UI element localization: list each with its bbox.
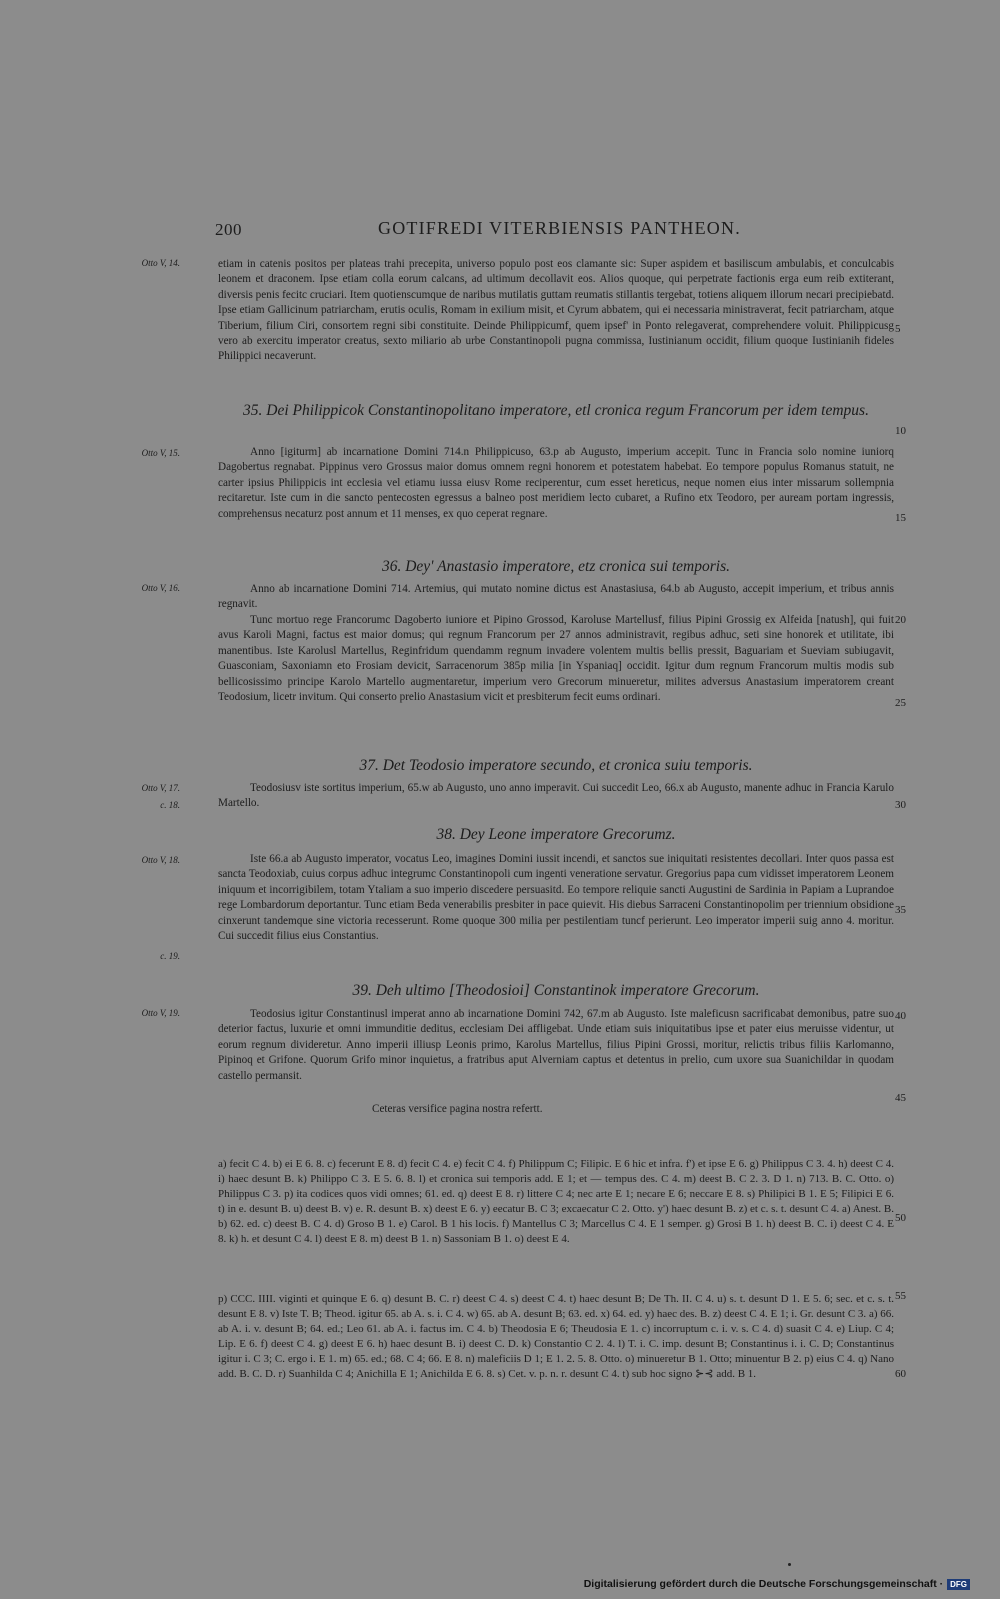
line-number: 60 <box>895 1368 906 1380</box>
chapter-heading: 38. Dey Leone imperatore Grecorumz. <box>436 826 676 843</box>
line-number: 20 <box>895 614 906 626</box>
margin-note: Otto V, 18. <box>141 855 180 865</box>
margin-note: Otto V, 16. <box>141 583 180 593</box>
paragraph: Teodosiusv iste sortitus imperium, 65.w ab Augusto, uno anno imperavit. Cui succedit Leo, 66.x ab Augusto, manente adhuc in Francia Karulo Martello. <box>218 782 894 810</box>
line-number: 10 <box>895 425 906 437</box>
line-number: 35 <box>895 904 906 916</box>
running-title: GOTIFREDI VITERBIENSIS PANTHEON. <box>378 218 741 238</box>
paragraph: Teodosius igitur Constantinusl imperat anno ab incarnatione Domini 742, 67.m ab Augusto. Iste maleficusn sacrificabat demonibus, patre suo deterior factus, luxurie et omni immunditie deditus, ecclesiam Dei affligebat. Unde etiam suis iniquitatibus ipse et pater eius meruisse videntur, ut eorum regnum divideretur. Anno imperii illiusp Leonis primo, Karolus Martellus, filius Pipini Grossi, moritur, relictis tribus filiis Karlomanno, Pipinoq et Grifone. Quorum Grifo minor inquietus, a fratribus aput Alverniam captus et detentus in prelio, cum uxore sua Suanichildar in quodam castello permansit. <box>218 1008 894 1082</box>
paragraph: Tunc mortuo rege Francorumc Dagoberto iuniore et Pipino Grossod, Karoluse Martellusf, filius Pipini Grossig ex Alfeida [natush], qui fuit avus Karoli Magni, factus est maior domus; qui regnum Francorum per 27 annos administravit, regibus adhuc, seti sine honorek et utilitate, ibi manentibus. Iste Karolusl Martellus, Reginfridum quendamm regnum invadere volentem multis bellis pressit, Baguariam et Sueviam subiugavit, Guasconiam, Saxoniamn eto Frosiam devicit, Sarracenorum 385p milia [in Yspaniaq] occidit. Igitur dum regnum Francorum multis modis sub bellicosissimo principe Karolo Martello augmentaretur, imperium vero Grecorum minueretur, milites adversus Anastasium imperatorem creant Teodosium, licetr invitum. Qui conserto prelio Anastasium vicit et presbiterum fecit eums ordinari. <box>218 614 894 704</box>
line-number: 45 <box>895 1092 906 1104</box>
line-number: 50 <box>895 1212 906 1224</box>
line-number: 25 <box>895 697 906 709</box>
chapter-heading: 37. Det Teodosio imperatore secundo, et cronica suiu temporis. <box>359 757 753 774</box>
closing-line: Ceteras versifice pagina nostra refertt. <box>372 1103 543 1115</box>
footnotes-block-2: p) CCC. IIII. viginti et quinque E 6. q) desunt B. C. r) deest C 4. s) deest C 4. t) haec desunt B; De Th. II. C 4. u) s. t. desunt D 1. E 5. 6; sec. et c. s. t. desunt E 8. v) Iste T. B; Theod. igitur 65. ab A. s. i. C 4. w) 65. ab A. desunt B; 63. ed. x) 64. ed. y) haec des. B. z) deest C 4. E 1; i. Gr. desunt C 3. a) 66. ab A. i. v. desunt B; 64. ed.; Leo 61. ab A. i. factus im. C 4. b) Theodosia E 6; Theudosia E 1. c) incorruptum c. i. v. s. C 4. d) suasit C 4. e) Liup. C 4; Lip. E 6. f) deest C 4. g) deest E 6. h) haec desunt B. i) deest C. D. k) Constantio C 2. 4. l) T. i. C. imp. desunt B; Constantinus i. i. C. D; Constantinus igitur i. C 3; C. ergo i. E 1. m) 65. ed.; 68. C 4; 66. E 8. n) maleficiis D 1; E 1. 2. 5. 8. Otto. o) minueretur B 1. Otto; minuentur B 2. p) eius C 4. q) Nano add. B. C. D. r) Suanhilda C 4; Anichilla E 1; Anichilda E 6. 8. s) Cet. v. p. n. r. desunt C 4. t) sub hoc signo ⊱⊰ add. B 1. <box>218 1293 894 1380</box>
footer-credit: Digitalisierung gefördert durch die Deutsche Forschungsgemeinschaft · <box>583 1578 944 1590</box>
paragraph: Anno ab incarnatione Domini 714. Artemius, qui mutato nomine dictus est Anastasiusa, 64.b ab Augusto, accepit imperium, et tribus annis regnavit. <box>218 583 894 611</box>
paragraph: Anno [igiturm] ab incarnatione Domini 714.n Philippicuso, 63.p ab Augusto, imperium accepit. Tunc in Francia solo nomine iuniorq Dagobertus regnabat. Pippinus vero Grossus maior domus omnem regni honorem et potestatem habebat. Eo tempore populus Romanus statuit, ne carter ipsius Philippicis int ecclesia vel etiamu iussa eiusv Rome reciperentur, cum esset hereticus, neque nomen eius inter missarum sollempnia recitaretur. Iste cum in die sancto pentecosten egressus a balneo post meridiem lecto cubaret, a Rufino etx Teodoro, per auream portam ingressis, comprehensus necaturz post annum et 11 menses, ex quo ceperat regnare. <box>218 446 894 520</box>
margin-note: c. 19. <box>160 951 180 961</box>
margin-note: Otto V, 17. <box>141 783 180 793</box>
line-number: 40 <box>895 1010 906 1022</box>
footnotes-block-1: a) fecit C 4. b) ei E 6. 8. c) fecerunt E 8. d) fecit C 4. e) fecit C 4. f) Philippum C; Filipic. E 6 hic et infra. f') et ipse E 6. g) Philippus C 3. 4. h) deest C 4. i) haec desunt B. k) Philippo C 3. E 5. 6. 8. l) et cronica sui temporis add. E 1; et — tempus des. C 4. m) deest B. C 2. 3. D 1. n) 713. B. C. Otto. o) Philippus C 3. p) ita codices quos vidi omnes; 61. ed. q) deest E 8. r) littere C 4; nec arte E 1; necare E 6; neccare E 8. s) Philipici B 1. E 5; Filipici E 6. t) in e. desunt B. u) deest B. v) e. R. desunt B. x) deest E 6. y) eecatur B. C 3; excaecatur C 2. Otto. y') haec desunt B. z) et c. s. t. desunt C 4. a) Anest. B. b) 62. ed. c) deest B. C 4. d) Groso B 1. e) Carol. B 1 his locis. f) Mantellus C 3; Marcellus C 4. E 1 semper. g) Grosi B 1. h) deest B. C. i) deest C 4. E 8. k) h. et desunt C 4. l) deest E 8. m) deest B 1. n) Sassoniam B 1. o) deest E 4. <box>218 1158 894 1245</box>
paragraph: etiam in catenis positos per plateas trahi precepita, universo populo post eos clamante sic: Super aspidem et basiliscum ambulabis, et conculcabis leonem et draconem. Ipse etiam colla eorum calcans, ad ultimum decollavit eos. Alios quoque, qui perpetrate factionis erga eum reib extiterant, diversis penis fecitc cruciari. Item quotienscumque de naribus mutilatis guttam reumatis stillantis tergebat, totiens aliquem illorum necari precipiebatd. Ipse etiam Gallicinum patriarcham, erutis oculis, Romam in exilium misit, et Cyrum abbatem, qui ei necessaria ministraverat, fecit patriarcham, atque Tiberium, filium Ciri, consortem regni sibi constituite. Deinde Philippicumf, quem ipsef' in Ponto relegaverat, comprehendere voluit. Philippicusg vero ab exercitu imperator creatus, sexto miliario ab urbe Constantinopoli pugna commissa, Iustinianum occidit, filium quoque Iustinianih fideles Philippici necaverunt. <box>218 258 894 363</box>
dfg-logo: DFG <box>947 1579 970 1590</box>
chapter-heading: 36. Dey' Anastasio imperatore, etz cronica sui temporis. <box>381 558 731 575</box>
footer <box>584 1578 970 1590</box>
margin-note: Otto V, 15. <box>141 448 180 458</box>
line-number: 30 <box>895 799 906 811</box>
chapter-heading: 35. Dei Philippicok Constantinopolitano imperatore, etl cronica regum Francorum per idem tempus. <box>243 402 869 419</box>
line-number: 15 <box>895 512 906 524</box>
margin-note: Otto V, 14. <box>141 258 180 268</box>
page-number: 200 <box>215 220 242 239</box>
page-mark <box>788 1563 791 1566</box>
line-number: 55 <box>895 1290 906 1302</box>
line-number: 5 <box>895 323 901 335</box>
margin-note: c. 18. <box>160 800 180 810</box>
margin-note: Otto V, 19. <box>141 1008 180 1018</box>
chapter-heading: 39. Deh ultimo [Theodosioi] Constantinok imperatore Grecorum. <box>352 982 760 999</box>
paragraph: Iste 66.a ab Augusto imperator, vocatus Leo, imagines Domini iussit incendi, et sanctos sue iniquitati resistentes decollari. Inter quos passa est sancta Teodoxiab, cuius corpus adhuc integrumc Constantinopoli cum ingenti veneratione servatur. Gregorius papa cum vidisset imperatorem Leonem iniquum et incorrigibilem, totam Ytaliam a suo imperio discedere persuasitd. Eo tempore reliquie sancti Augustini de Sardinia in Papiam a Luprandoe rege Lombardorum deportantur. Tunc etiam Beda venerabilis presbiter in pace quievit. His diebus Sarraceni Constantinopolim per triennium obsidione cinxerunt tandemque sine victoria recesserunt. Rome quoque 300 milia per pestilentiam tuncf perierunt. Leo imperator imperii suig anno 4. moritur. Cui succedit filius eius Constantius. <box>218 853 894 943</box>
